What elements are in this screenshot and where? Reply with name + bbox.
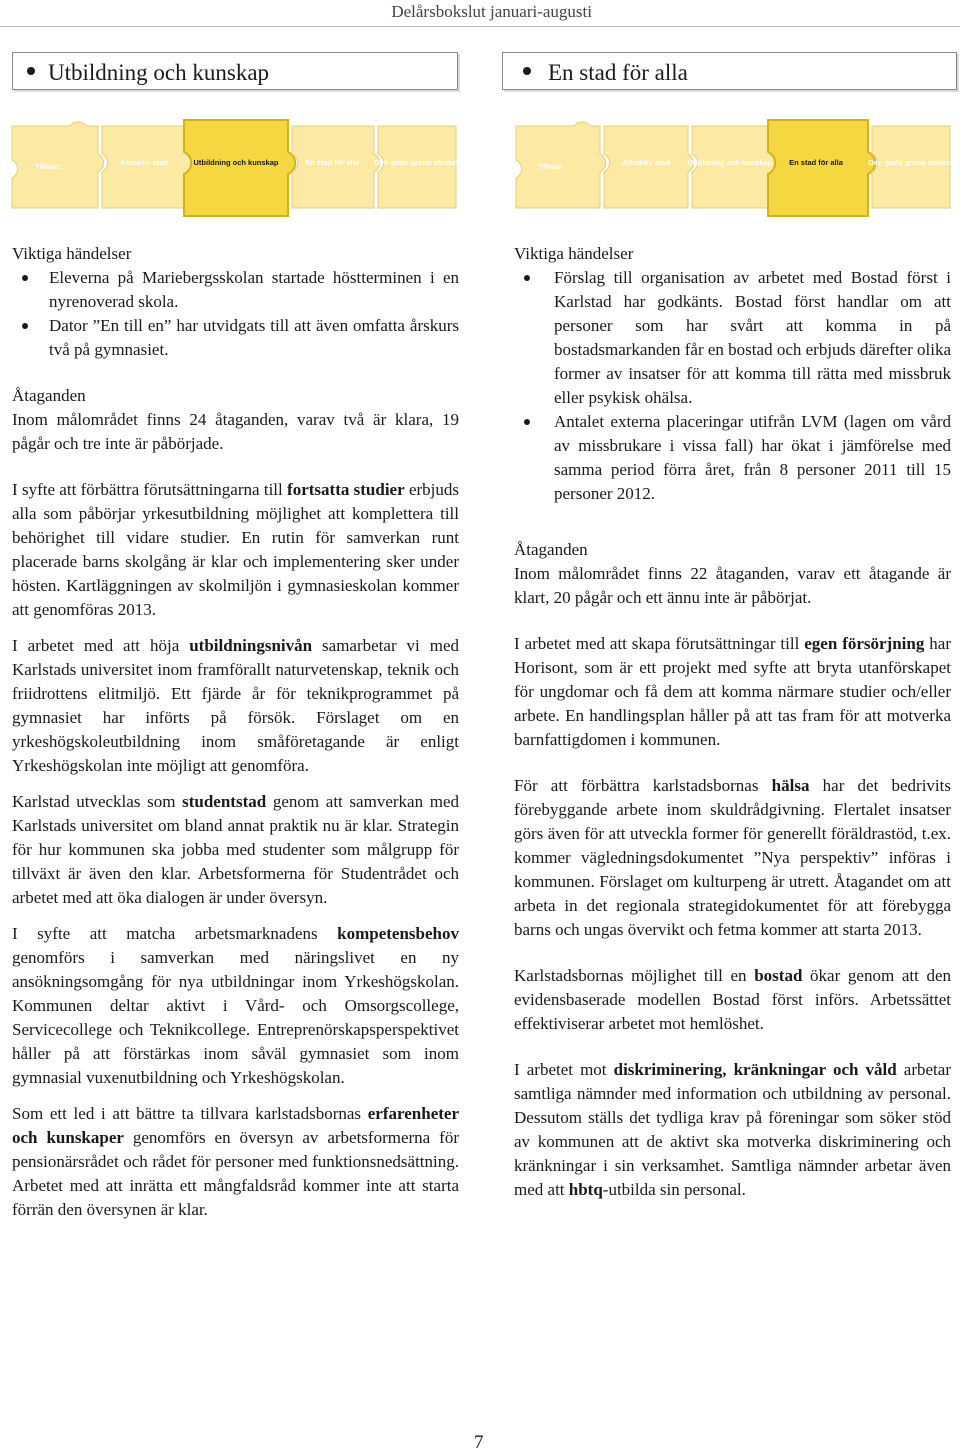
events-heading: Viktiga händelser <box>12 244 132 263</box>
events-list <box>12 266 459 362</box>
puzzle-label-utbildning: Utbildning och kunskap <box>687 158 773 167</box>
events-heading: Viktiga händelser <box>514 244 634 263</box>
puzzle-label-attraktiv: Attraktiv stad <box>622 158 670 167</box>
document-title: Delårsbokslut januari-augusti <box>391 2 592 21</box>
puzzle-label-attraktiv: Attraktiv stad <box>120 158 168 167</box>
puzzle-icon <box>10 116 460 222</box>
commitments-text: Inom målområdet finns 24 åtaganden, varav två är klara, 19 pågår och tre inte är påbörjade. <box>12 410 459 453</box>
section-banner-utbildning <box>12 52 458 90</box>
puzzle-label-en-stad: En stad för alla <box>305 158 359 167</box>
paragraph: I syfte att förbättra förutsättningarna till fortsatta studier erbjuds alla som påbörjar yrkesutbildning möjlighet att komplettera till behörighet till vidare studier. En rutin för samverkan runt placerade barns skolgång är klar och implementering sker under hösten. Kartläggningen av skolmiljön i gymnasieskolan kommer att genomföras 2013. <box>12 480 460 619</box>
puzzle-piece-attraktiv <box>604 126 694 208</box>
bullet-icon <box>523 67 531 75</box>
puzzle-label-utbildning: Utbildning och kunskap <box>193 158 279 167</box>
paragraph: Karlstadsbornas möjlighet till en bostad ökar genom att den evidensbaserade modellen Bostad först införs. Arbetssättet effektiviserar arbetet mot hemlöshet. <box>514 966 951 1033</box>
section-banner-en-stad <box>502 52 957 90</box>
puzzle-piece-attraktiv <box>102 126 194 208</box>
paragraph: I arbetet med att höja utbildningsnivån samarbetar vi med Karlstads universitet inom framförallt naturvetenskap, teknik och friidrottens elitmiljö. Ett fjärde år för teknikprogrammet på gymnasiet har införts på försök. Förslaget om en yrkeshögskoleutbildning inom småföretagande är enligt Yrkeshögskolan inte möjligt att genomföra. <box>12 636 460 775</box>
paragraph: I arbetet mot diskriminering, kränkningar och våld arbetar samtliga nämnder med information och utbildning av personal. Dessutom ställs det tydliga krav på föreningar som söker stöd av kommunen att de aktivt ska motverka diskriminering och kränkningar i sin verksamhet. Samtliga nämnder arbetar även med att hbtq-utbilda sin personal. <box>514 1060 951 1199</box>
paragraph: I arbetet med att skapa förutsättningar till egen försörjning har Horisont, som är ett projekt med syfte att bryta utanförskapet för ungdomar och få dem att komma närmare studier och/eller arbete. En handlingsplan håller på att tas fram för att motverka barnfattigdomen i kommunen. <box>514 634 951 749</box>
section-title: En stad för alla <box>548 60 688 85</box>
puzzle-label-tillvaxt: Tillväxt <box>35 162 61 171</box>
puzzle-graphic-left <box>10 116 460 222</box>
puzzle-piece-utbildning-highlight <box>184 120 295 216</box>
puzzle-piece-gron <box>872 126 950 208</box>
page-number: 7 <box>474 1432 484 1453</box>
right-content <box>514 242 951 1202</box>
puzzle-graphic-right <box>514 116 954 222</box>
paragraph: Som ett led i att bättre ta tillvara karlstadsbornas erfarenheter och kunskaper genomförs en översyn av arbetsformerna för pensionärsrådet och rådet för personer med funktionsnedsättning. Arbetet med att inrätta ett mångfaldsråd kommer inte att starta förrän den översynen är klar. <box>12 1104 459 1219</box>
puzzle-label-gron: Den goda gröna staden <box>868 158 952 167</box>
list-item: Antalet externa placeringar utifrån LVM (lagen om vård av missbrukare i vissa fall) har ökat i jämförelse med samma period förra året, från 8 personer 2011 till 15 personer 2012. <box>514 410 951 506</box>
commitments-text: Inom målområdet finns 22 åtaganden, varav ett åtagande är klart, 20 pågår och ett ännu inte är påbörjat. <box>514 564 951 607</box>
puzzle-piece-gron <box>378 126 456 208</box>
page-header <box>0 0 960 27</box>
events-list <box>514 266 951 506</box>
puzzle-piece-en-stad <box>292 126 380 208</box>
puzzle-label-gron: Den goda gröna staden <box>374 158 458 167</box>
section-title: Utbildning och kunskap <box>48 60 270 85</box>
puzzle-piece-en-stad-highlight <box>768 120 875 216</box>
commitments-heading: Åtaganden <box>12 386 86 405</box>
paragraph: Karlstad utvecklas som studentstad genom att samverkan med Karlstads universitet om bland annat praktik nu är klar. Strategin för hur kommunen ska jobba med studenter som målgrupp för tillväxt är även den klar. Arbetsformerna för Studentrådet och arbetet med att öka dialogen är under översyn. <box>12 792 459 907</box>
bullet-icon <box>27 67 35 75</box>
left-content <box>12 242 459 1222</box>
list-item: Förslag till organisation av arbetet med Bostad först i Karlstad har godkänts. Bostad först handlar om att personer som har svårt att komma in på bostadsmarkanden får en bostad och erbjuds därefter olika former av insatser för att komma till rätta med missbruk eller psykisk ohälsa. <box>514 266 951 410</box>
puzzle-label-tillvaxt: Tillväxt <box>537 162 563 171</box>
list-item: Eleverna på Mariebergsskolan startade höstterminen i en nyrenoverad skola. <box>12 266 459 314</box>
paragraph: För att förbättra karlstadsbornas hälsa har det bedrivits förebyggande arbete inom skuldrådgivning. Flertalet insatser görs även för att utveckla former för generellt föräldrastöd, t.ex. kommer vägledningsdokumentet ”Nya perspektiv” införas i kommunen. Förslaget om kulturpeng är utrett. Åtagandet om att arbeta in det regionala strategidokumentet för att förebygga barns och ungas övervikt och fetma kommer att starta 2013. <box>514 776 951 939</box>
puzzle-piece-utbildning <box>692 126 778 208</box>
puzzle-icon <box>514 116 954 222</box>
paragraph: I syfte att matcha arbetsmarknadens kompetensbehov genomförs i samverkan med näringslivet en ny ansökningsomgång för nya utbildningar inom Yrkeshögskolan. Kommunen deltar aktivt i Vård- och Omsorgscollege, Servicecollege och Teknikcollege. Entreprenörskapsperspektivet håller på att förstärkas inom såväl gymnasiet som inom gymnasial vuxenutbildning och Yrkeshögskolan. <box>12 924 459 1087</box>
commitments-heading: Åtaganden <box>514 540 588 559</box>
list-item: Dator ”En till en” har utvidgats till att även omfatta årskurs två på gymnasiet. <box>12 314 459 362</box>
puzzle-label-en-stad: En stad för alla <box>789 158 843 167</box>
